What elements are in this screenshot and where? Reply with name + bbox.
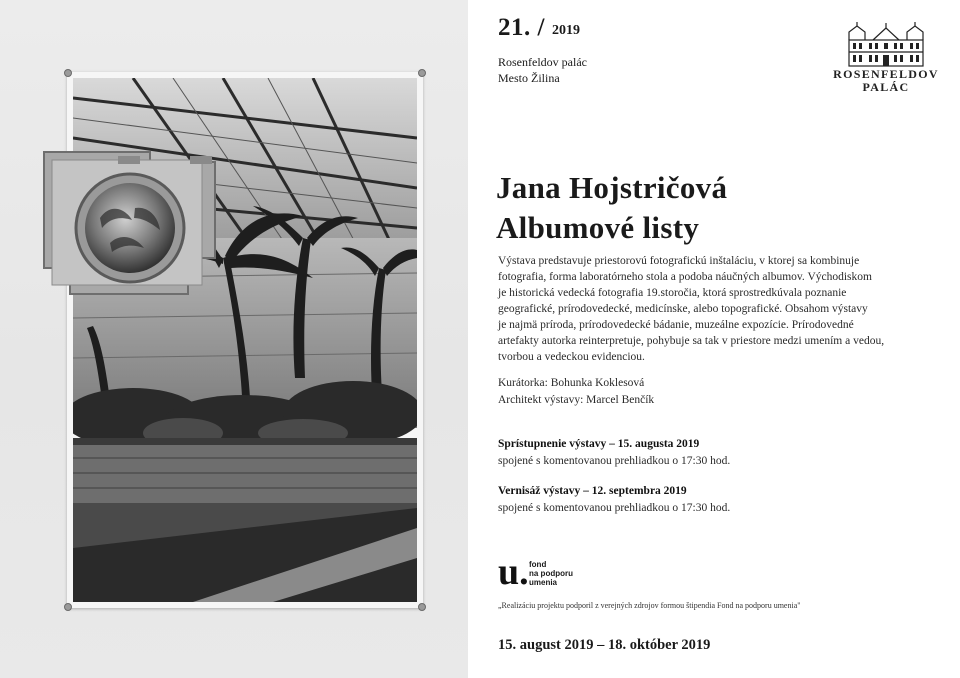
logo-line-2: PALÁC [862, 80, 910, 94]
fund-text-line: na podporu [529, 569, 573, 578]
event-title: Vernisáž výstavy – 12. septembra 2019 [498, 485, 687, 497]
fund-text-line: umenia [529, 578, 558, 587]
credits-block [498, 375, 654, 409]
event-note: spojené s komentovanou prehliadkou o 17:30 hod. [498, 455, 731, 467]
venue-block [498, 54, 587, 86]
corner-pin [418, 603, 426, 611]
corner-pin [64, 603, 72, 611]
artist-name: Jana Hojstričová [496, 170, 728, 205]
description-line: je historická vedecká fotografia 19.storočia, ktorá sprostredkúvala poznanie [498, 287, 847, 299]
event-opening [498, 436, 730, 470]
issue-day: 21. [498, 14, 531, 41]
description-line: je najmä príroda, prírodovedecké bádanie, muzeálne expozície. Prírodovedné [498, 319, 854, 331]
logo-wordmark [830, 68, 942, 94]
description-line: geografické, prírodovedecké, medicínske, alebo topografické. Obsahom výstavy [498, 303, 868, 315]
fund-logo-text [529, 560, 573, 587]
rosenfeldov-palac-logo [830, 20, 942, 100]
architect-credit: Architekt výstavy: Marcel Benčík [498, 394, 655, 406]
poster-text-panel [468, 0, 960, 678]
corner-pin [64, 69, 72, 77]
venue-city: Mesto Žilina [498, 71, 560, 85]
description-line: artefakty autorka reinterpretuje, pohybuje sa tak v priestore medzi umením a vedou, [498, 335, 885, 347]
exhibition-photo-panel [0, 0, 468, 678]
logo-line-1: ROSENFELDOV [833, 67, 939, 81]
funding-note: „Realizáciu projektu podporil z verejných zdrojov formou štipendia Fond na podporu umenia" [498, 601, 801, 610]
fund-text-line: fond [529, 560, 547, 569]
venue-name: Rosenfeldov palác [498, 55, 587, 69]
palace-building-icon [843, 20, 929, 68]
corner-pin [418, 69, 426, 77]
issue-number [498, 14, 545, 42]
exhibition-date-range: 15. august 2019 – 18. október 2019 [498, 637, 711, 653]
fund-logo-mark: u. [498, 551, 529, 593]
exhibition-title [496, 168, 727, 248]
event-note: spojené s komentovanou prehliadkou o 17:30 hod. [498, 502, 731, 514]
exhibition-description [498, 253, 953, 365]
issue-separator: / [537, 14, 545, 41]
description-line: fotografia, forma laboratórneho stola a podoba náučných albumov. Východiskom [498, 271, 872, 283]
magnifier-frame [40, 148, 220, 298]
issue-year: 2019 [552, 23, 580, 38]
event-title: Sprístupnenie výstavy – 15. augusta 2019 [498, 438, 700, 450]
description-line: Výstava predstavuje priestorovú fotografickú inštaláciu, v ktorej sa kombinuje [498, 255, 860, 267]
description-line: tvorbou a vedeckou evidenciou. [498, 351, 645, 363]
event-vernissage [498, 483, 730, 517]
exhibition-name: Albumové listy [496, 210, 700, 245]
curator-credit: Kurátorka: Bohunka Koklesová [498, 377, 645, 389]
